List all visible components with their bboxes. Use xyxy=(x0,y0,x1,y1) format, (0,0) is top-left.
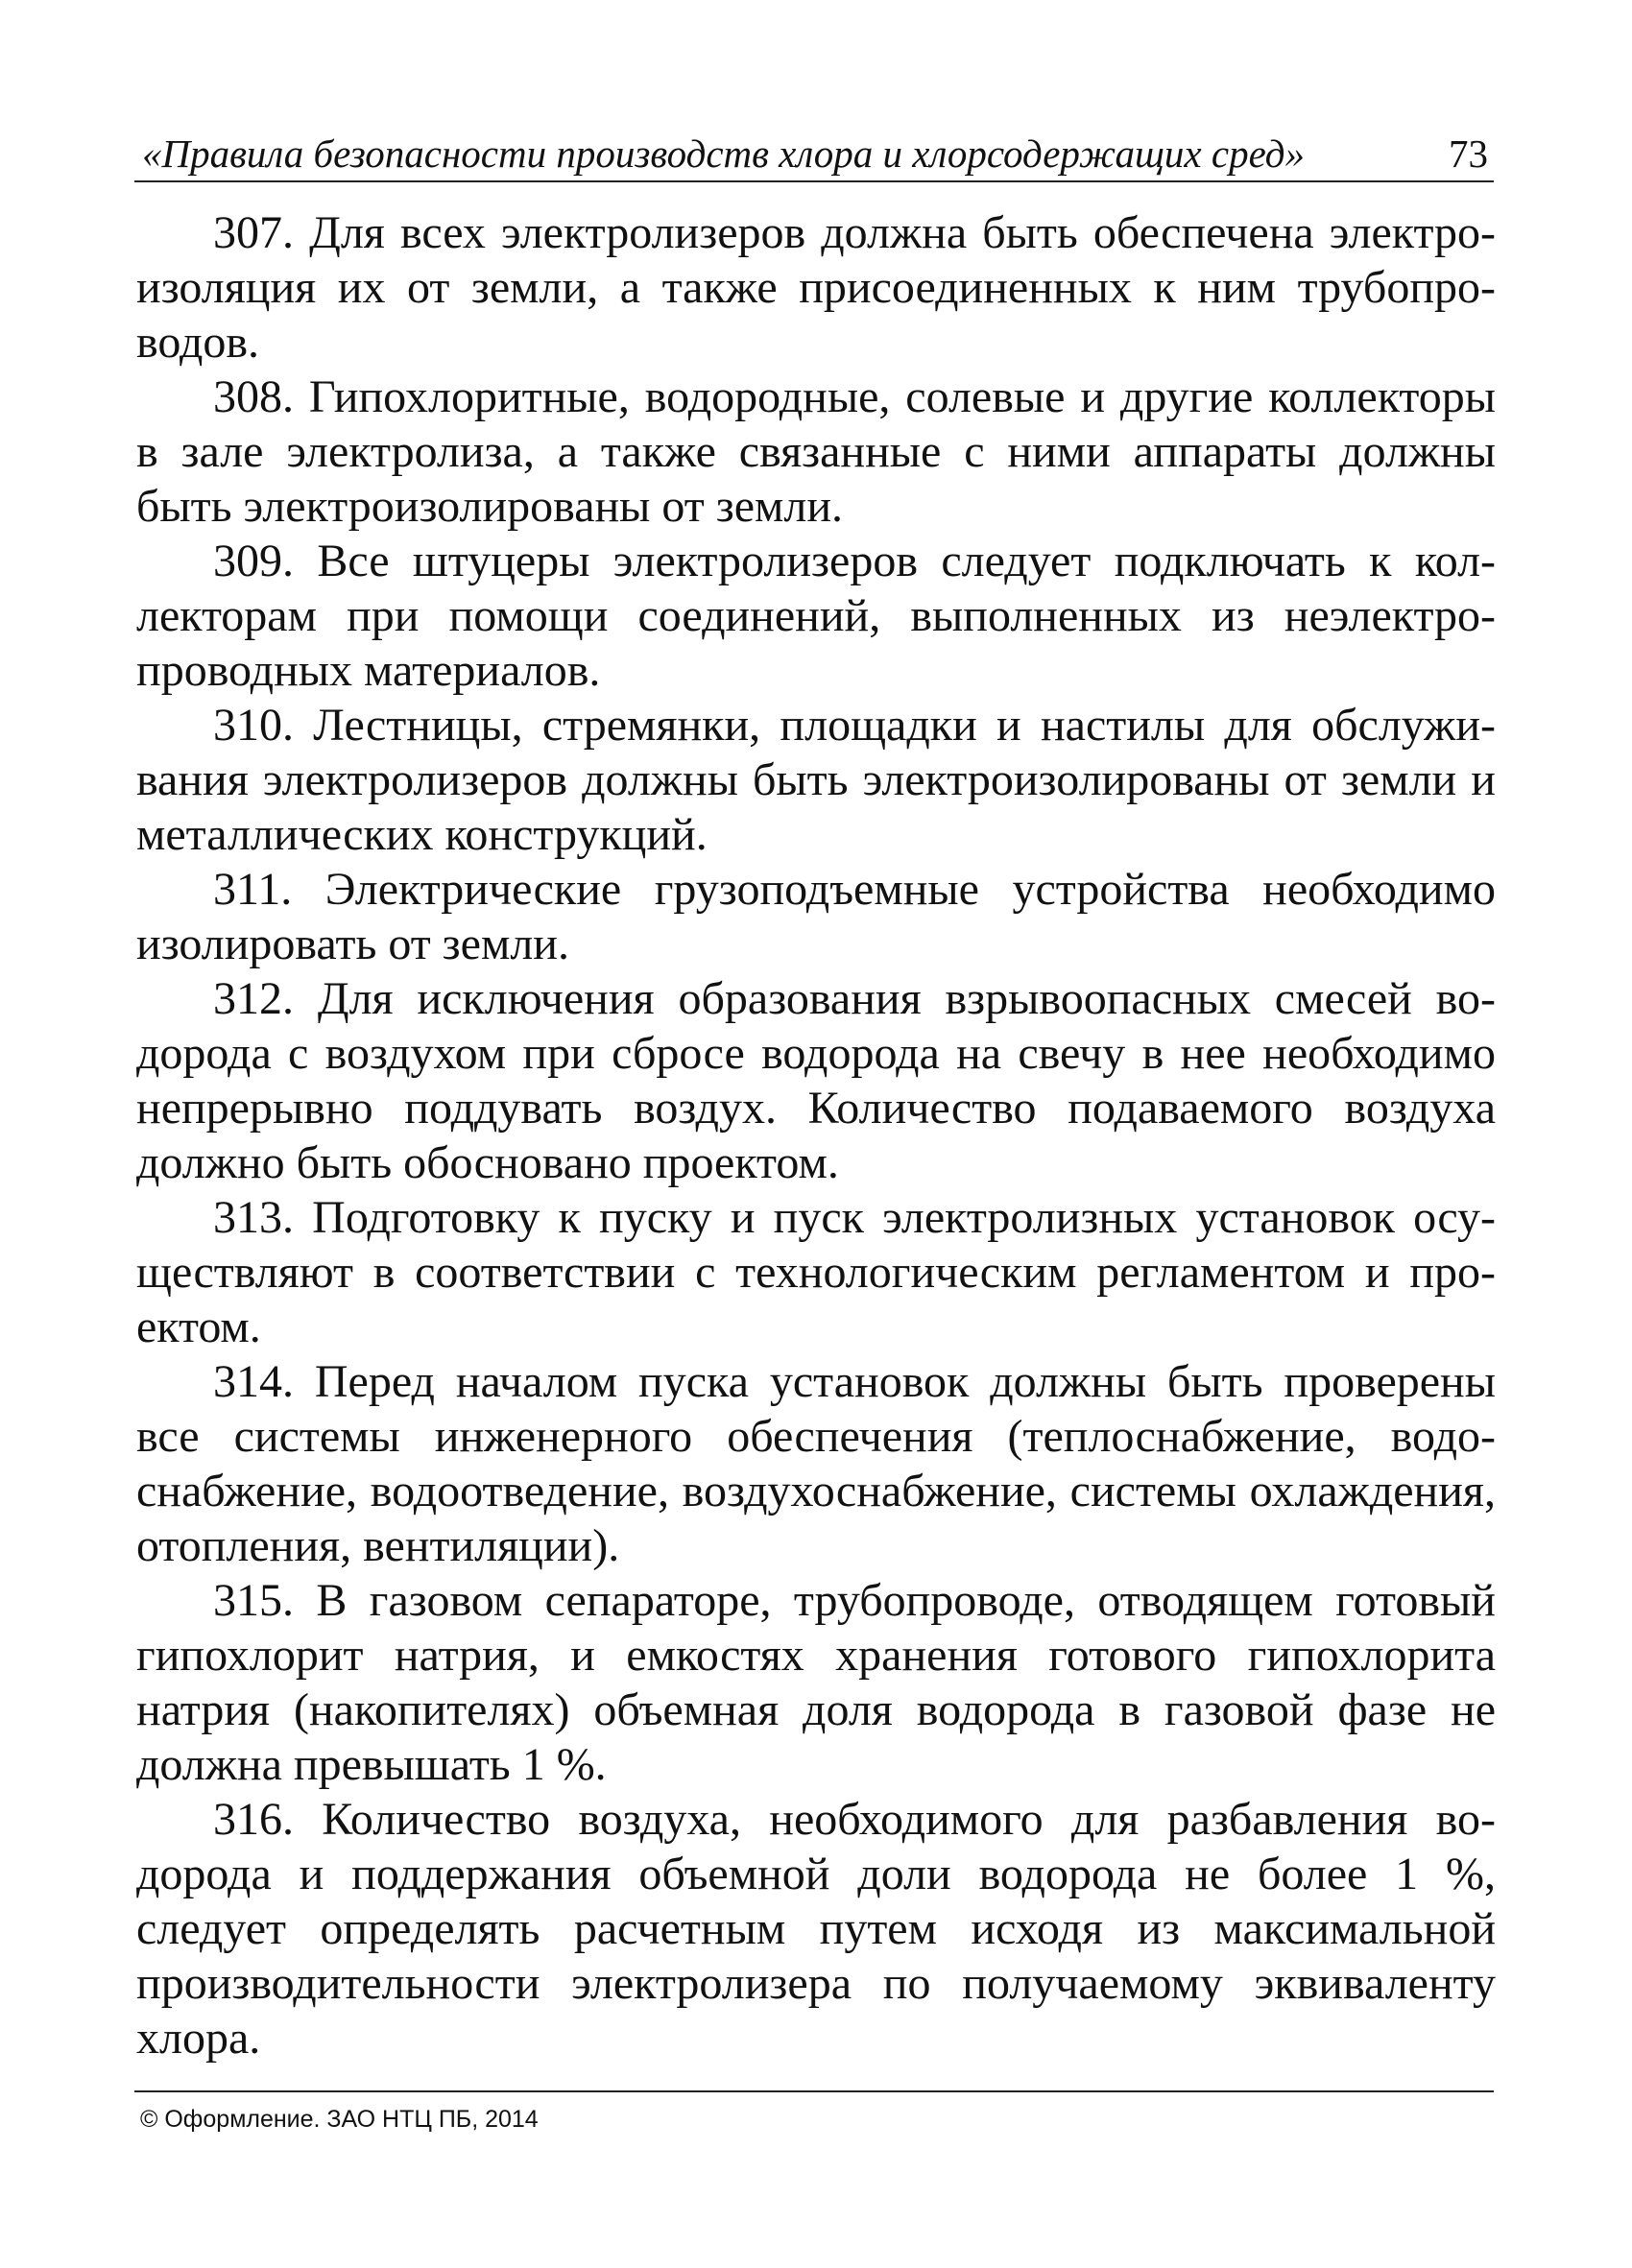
page-number: 73 xyxy=(1449,131,1488,176)
paragraph-316: 316. Количество воздуха, необходимого для разбавления водорода и поддержания объемной доли водорода не более 1 %, следует определять расчетным путем исходя из максимальной производительности электролизера по получаемому эквиваленту хлора. xyxy=(136,1794,1496,2064)
paragraph-307: 307. Для всех электролизеров должна быть обеспечена электроизоляция их от земли, а также присоединенных к ним трубопроводов. xyxy=(136,207,1496,368)
paragraph-315: 315. В газовом сепараторе, трубопроводе, отводящем готовый гипохлорит натрия, и емкостях хранения готового гипохлорита натрия (накопителях) объемная доля водорода в газовой фазе не должна превышать 1 %. xyxy=(136,1575,1496,1790)
body-text xyxy=(136,205,1496,2065)
paragraph-314: 314. Перед началом пуска установок должны быть проверены все системы инженерного обеспечения (теплоснабжение, водоснабжение, водоотведение, воздухоснабжение, системы охлаждения, отопления, вентиляции). xyxy=(136,1356,1496,1571)
paragraph-313: 313. Подготовку к пуску и пуск электролизных установок осуществляют в соответствии с технологическим регламентом и проектом. xyxy=(136,1192,1496,1352)
paragraph-308: 308. Гипохлоритные, водородные, солевые и другие коллекторы в зале электролиза, а также связанные с ними аппараты должны быть электроизолированы от земли. xyxy=(136,371,1496,532)
running-title: «Правила безопасности производств хлора и хлорсодержащих сред» xyxy=(142,131,1305,176)
paragraph-311: 311. Электрические грузоподъемные устройства необходимо изолировать от земли. xyxy=(136,864,1496,969)
footer-copyright: © Оформление. ЗАО НТЦ ПБ, 2014 xyxy=(140,2106,539,2133)
paragraph-309: 309. Все штуцеры электролизеров следует подключать к коллекторам при помощи соединений, выполненных из неэлектропроводных материалов. xyxy=(136,536,1496,696)
paragraph-310: 310. Лестницы, стремянки, площадки и настилы для обслуживания электролизеров должны быть электроизолированы от земли и металлических конструкций. xyxy=(136,700,1496,860)
footer-divider xyxy=(134,2090,1494,2092)
running-header xyxy=(134,127,1494,182)
paragraph-312: 312. Для исключения образования взрывоопасных смесей водорода с воздухом при сбросе водорода на свечу в нее необходимо непрерывно поддувать воздух. Количество подаваемого воздуха должно быть обосновано проектом. xyxy=(136,973,1496,1188)
